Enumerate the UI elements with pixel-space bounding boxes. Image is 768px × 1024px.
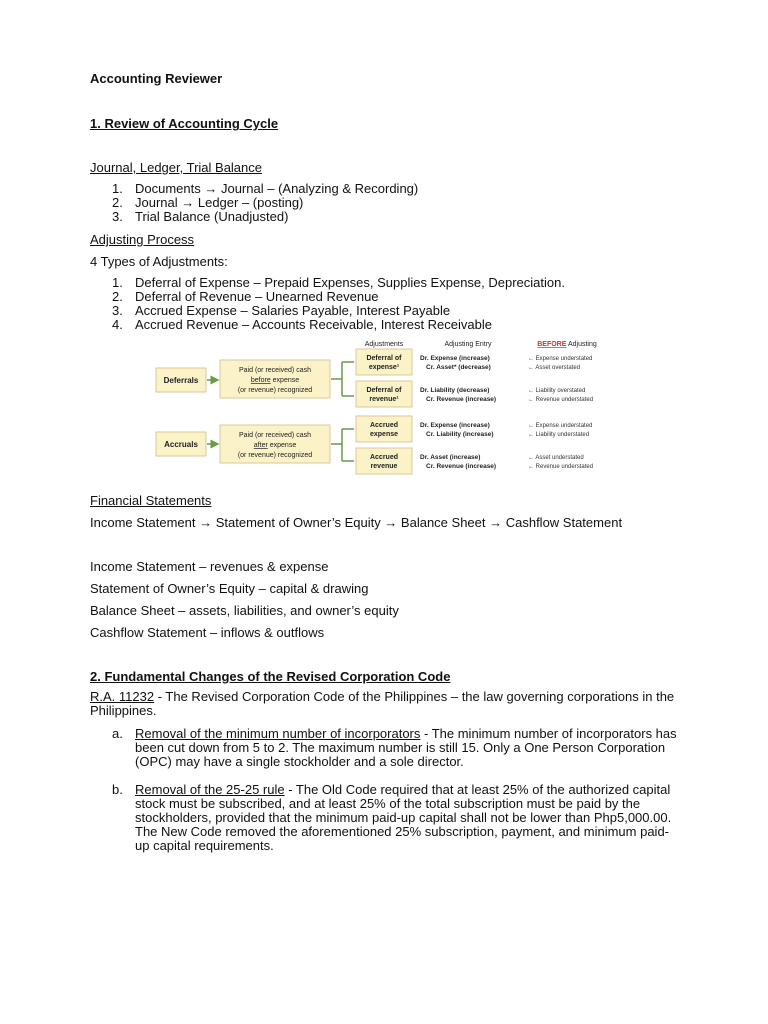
list-item: 3. Accrued Expense – Salaries Payable, Interest Payable: [112, 303, 451, 318]
deferral-condition-line-2: before expense: [250, 377, 300, 384]
document-title: Accounting Reviewer: [90, 71, 223, 86]
accrual-condition-line-1: Paid (or received) cash: [239, 432, 311, 439]
adj-accrued-expense-line-1: Accrued: [369, 422, 399, 429]
statement-line: Statement of Owner’s Equity – capital & drawing: [90, 581, 369, 596]
adj-accrued-revenue-box: [356, 448, 412, 474]
effect-2-line-1: ← Liability overstated: [528, 388, 586, 394]
entry-2-line-2: Cr. Revenue (increase): [426, 396, 497, 403]
effect-2-line-2: ← Revenue understated: [528, 397, 594, 403]
adj-accrued-expense-box: [356, 416, 412, 442]
subheading-financial-statements: Financial Statements: [90, 493, 212, 508]
item-b: [90, 783, 680, 853]
effect-3-line-1: ← Expense understated: [528, 423, 593, 429]
list-item: 3. Trial Balance (Unadjusted): [112, 209, 289, 224]
item-b-title: Removal of the 25-25 rule: [135, 782, 285, 797]
effect-4-line-2: ← Revenue understated: [528, 464, 594, 470]
adj-accrued-revenue-line-2: revenue: [370, 463, 398, 470]
list-item: 2. Journal → Ledger – (posting): [112, 195, 304, 210]
list-item: 4. Accrued Revenue – Accounts Receivable, Interest Receivable: [112, 317, 492, 332]
effect-1-line-1: ← Expense understated: [528, 356, 593, 362]
entry-1-line-2: Cr. Asset* (decrease): [426, 364, 491, 371]
section-1-heading: 1. Review of Accounting Cycle: [90, 116, 279, 131]
adj-deferral-expense-box: [356, 349, 412, 375]
statement-line: Balance Sheet – assets, liabilities, and owner’s equity: [90, 603, 399, 618]
entry-4-line-2: Cr. Revenue (increase): [426, 463, 497, 470]
header-before-adjusting: BEFORE Adjusting: [537, 341, 597, 348]
ra-label: R.A. 11232: [90, 689, 155, 704]
section-2-heading: 2. Fundamental Changes of the Revised Corporation Code: [90, 669, 451, 684]
adj-deferral-expense-line-1: Deferral of: [366, 355, 402, 362]
effect-4-line-1: ← Asset understated: [528, 455, 584, 461]
ra-paragraph: [90, 690, 690, 718]
list-item: 2. Deferral of Revenue – Unearned Revenue: [112, 289, 379, 304]
header-adjusting-entry: Adjusting Entry: [444, 341, 492, 348]
item-b-marker: b.: [112, 782, 123, 797]
item-b-text: - The Old Code required that at least 25% of the authorized capital stock must be subscribed, and at least 25% of the total subscription must be paid by the stockholders, provided that the minimum paid-up capital shall not be lower than Php5,000.00. The New Code removed the aforementioned 25% subscription, payment, and minimum paid-up capital requirements.: [135, 782, 672, 853]
subheading-journal-ledger: Journal, Ledger, Trial Balance: [90, 160, 262, 175]
cycle-list: [90, 182, 418, 224]
item-a-marker: a.: [112, 726, 123, 741]
header-adjustments: Adjustments: [364, 341, 404, 348]
item-a: [90, 727, 680, 769]
deferrals-label: Deferrals: [163, 376, 199, 385]
statement-line: Income Statement – revenues & expense: [90, 559, 329, 574]
types-label: 4 Types of Adjustments:: [90, 254, 228, 269]
entry-4-line-1: Dr. Asset (increase): [420, 454, 481, 461]
entry-3-line-2: Cr. Liability (increase): [426, 431, 494, 438]
item-a-title: Removal of the minimum number of incorporators: [135, 726, 421, 741]
effect-1-line-2: ← Asset overstated: [528, 365, 581, 371]
deferral-condition-line-3: (or revenue) recognized: [237, 387, 313, 394]
entry-2-line-1: Dr. Liability (decrease): [420, 387, 490, 394]
effect-3-line-2: ← Liability understated: [528, 432, 590, 438]
entry-3-line-1: Dr. Expense (increase): [420, 422, 490, 429]
adj-accrued-revenue-line-1: Accrued: [369, 454, 399, 461]
subheading-adjusting-process: Adjusting Process: [90, 232, 195, 247]
item-a-text: - The minimum number of incorporators has been cut down from 5 to 2. The maximum number is still 15. Only a One Person Corporation (OPC) may have a single stockholder and a sole director.: [135, 726, 677, 769]
ra-text: - The Revised Corporation Code of the Philippines – the law governing corporations in the Philippines.: [90, 689, 675, 718]
accrual-condition-line-3: (or revenue) recognized: [237, 452, 313, 459]
accrual-bracket: [331, 429, 354, 461]
list-item: 1. Documents → Journal – (Analyzing & Recording): [112, 181, 419, 196]
statement-line: Cashflow Statement – inflows & outflows: [90, 625, 325, 640]
adjustments-diagram: [150, 336, 620, 478]
adj-deferral-revenue-line-2: revenue¹: [369, 396, 399, 403]
list-item: 1. Deferral of Expense – Prepaid Expenses, Supplies Expense, Depreciation.: [112, 275, 565, 290]
adj-deferral-expense-line-2: expense¹: [368, 364, 400, 371]
statements-flow: Income Statement → Statement of Owner’s Equity → Balance Sheet → Cashflow Statement: [90, 515, 623, 530]
deferral-condition-line-1: Paid (or received) cash: [239, 367, 311, 374]
adj-deferral-revenue-box: [356, 381, 412, 407]
adj-accrued-expense-line-2: expense: [369, 431, 399, 438]
adjustments-list: [90, 276, 565, 332]
entry-1-line-1: Dr. Expense (increase): [420, 355, 490, 362]
accruals-label: Accruals: [164, 440, 198, 449]
accrual-condition-line-2: after expense: [253, 442, 297, 449]
deferral-bracket: [331, 362, 354, 396]
adj-deferral-revenue-line-1: Deferral of: [366, 387, 402, 394]
